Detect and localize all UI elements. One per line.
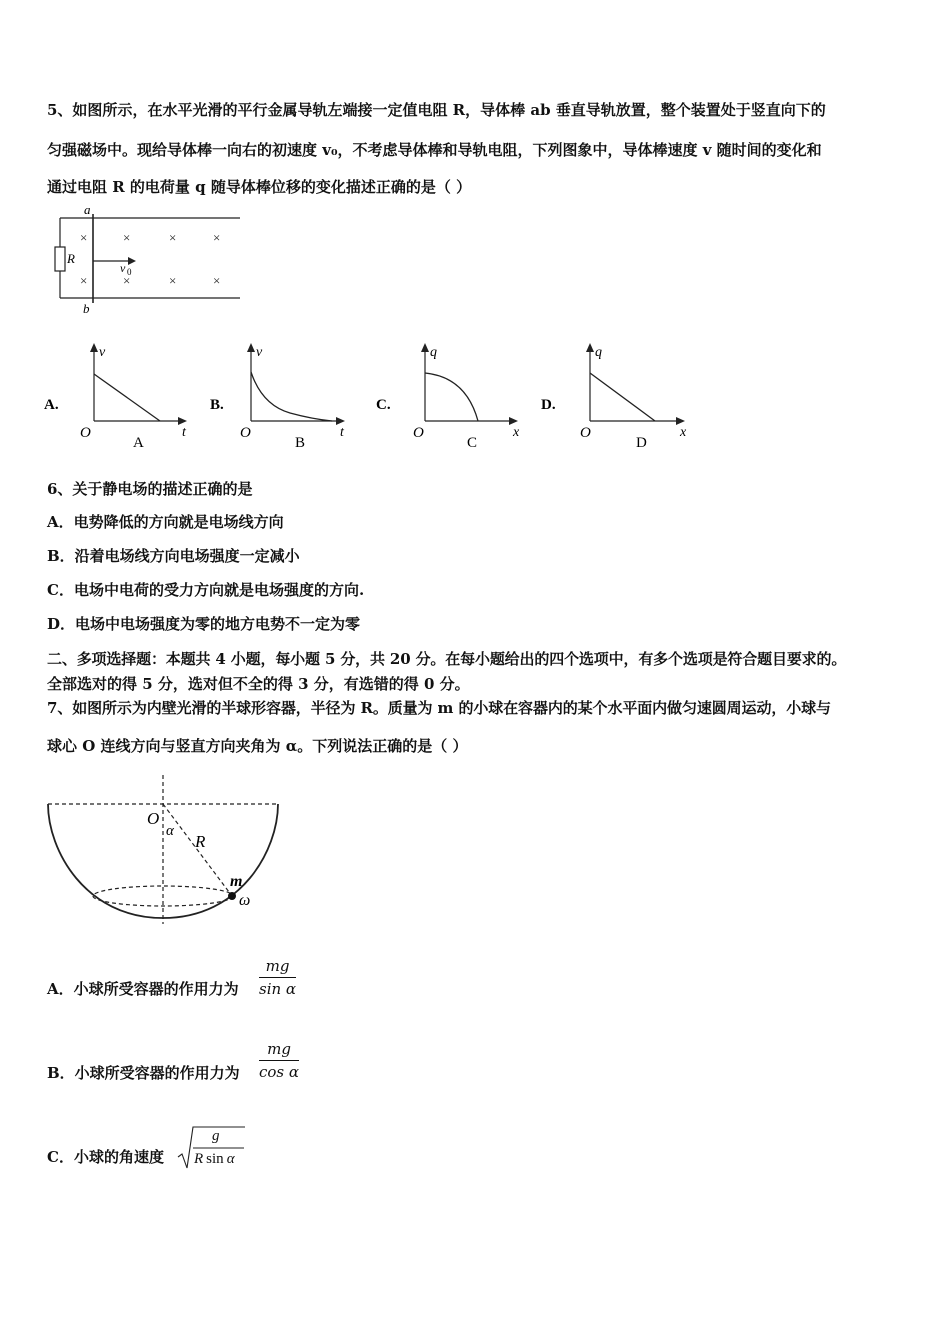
graph-b-origin: O: [240, 425, 251, 441]
fraction-denominator: sin α: [259, 980, 297, 998]
label-R: R: [67, 251, 75, 266]
graph-d-line: [590, 373, 655, 421]
field-cross: ×: [123, 230, 131, 245]
fig-label-alpha: α: [166, 823, 174, 839]
graph-c-curve: [425, 373, 478, 421]
optC-den-R: R: [194, 1151, 204, 1167]
graph-d-caption: D: [636, 435, 647, 451]
graph-a-caption: A: [133, 435, 144, 451]
q6-option-d: D．电场中电场强度为零的地方电势不一定为零: [47, 615, 361, 633]
graph-c-ylabel: q: [430, 345, 437, 360]
graph-b-curve: [251, 372, 332, 421]
graph-c: [376, 343, 520, 451]
label-v0-sub: 0: [127, 267, 132, 277]
graph-d-origin: O: [580, 425, 591, 441]
graph-b-xlabel: t: [340, 425, 344, 440]
graph-a-ylabel: v: [99, 345, 106, 360]
graph-a-xlabel: t: [182, 425, 186, 440]
field-cross: ×: [80, 273, 88, 288]
q7-option-c: C．小球的角速度: [47, 1148, 164, 1166]
q6-option-a: A．电势降低的方向就是电场线方向: [47, 513, 284, 531]
fraction-numerator: mg: [259, 957, 296, 978]
fig-label-m: m: [230, 873, 243, 890]
label-a: a: [84, 202, 91, 217]
field-cross: ×: [169, 273, 177, 288]
graph-a: [44, 343, 187, 451]
optC-numerator: g: [212, 1128, 220, 1144]
q6-stem: 6、关于静电场的描述正确的是: [47, 480, 253, 498]
field-cross: ×: [169, 230, 177, 245]
q7-stem-line1: 7、如图所示为内壁光滑的半球形容器，半径为 R。质量为 m 的小球在容器内的某个水平面内做匀速圆周运动，小球与: [47, 699, 831, 717]
graph-b-ylabel: v: [256, 345, 263, 360]
optC-denominator: [194, 1151, 235, 1168]
q6-option-b: B．沿着电场线方向电场强度一定减小: [47, 547, 300, 565]
graph-c-xlabel: x: [513, 425, 520, 440]
graph-c-option: C.: [376, 397, 391, 413]
q7-option-b-fraction: [259, 1040, 299, 1081]
graph-d-option: D.: [541, 397, 556, 413]
optC-den-fn: sin: [206, 1151, 224, 1167]
q7-option-b: B．小球所受容器的作用力为: [47, 1064, 240, 1082]
fig-label-omega: ω: [239, 892, 251, 909]
q5-stem-line1: 5、如图所示，在水平光滑的平行金属导轨左端接一定值电阻 R，导体棒 ab 垂直导轨放置，整个装置处于竖直向下的: [47, 101, 826, 119]
fig-label-R: R: [195, 832, 206, 851]
q5-stem-line3: 通过电阻 R 的电荷量 q 随导体棒位移的变化描述正确的是（ ）: [47, 178, 472, 196]
graph-c-caption: C: [467, 435, 478, 451]
graph-a-line: [94, 374, 160, 421]
graph-b-option: B.: [210, 397, 224, 413]
q7-hemisphere-figure: [48, 775, 278, 924]
q7-option-a-fraction: [259, 957, 296, 998]
graph-a-option: A.: [44, 397, 59, 413]
graph-d-xlabel: x: [680, 425, 687, 440]
fig-label-O: O: [147, 809, 160, 828]
graph-d: [541, 343, 687, 451]
field-cross: ×: [213, 273, 221, 288]
label-v0: v: [120, 261, 126, 275]
q7-option-a: A．小球所受容器的作用力为: [47, 980, 239, 998]
q5-stem-line2: 匀强磁场中。现给导体棒一向右的初速度 v₀，不考虑导体棒和导轨电阻，下列图象中，导体棒速度 v 随时间的变化和: [47, 141, 822, 159]
section2-line1: 二、多项选择题：本题共 4 小题，每小题 5 分，共 20 分。在每小题给出的四个选项中，有多个选项是符合题目要求的。: [47, 650, 847, 668]
field-cross: ×: [80, 230, 88, 245]
graph-b: [210, 343, 345, 451]
fraction-denominator: cos α: [259, 1063, 300, 1081]
graph-a-origin: O: [80, 425, 91, 441]
field-cross: ×: [123, 273, 131, 288]
section2-line2: 全部选对的得 5 分，选对但不全的得 3 分，有选错的得 0 分。: [47, 675, 470, 693]
graph-b-caption: B: [295, 435, 306, 451]
graph-c-origin: O: [413, 425, 424, 441]
label-b: b: [83, 301, 90, 316]
optC-den-alpha: α: [226, 1151, 235, 1167]
fraction-numerator: mg: [259, 1040, 299, 1061]
field-cross: ×: [213, 230, 221, 245]
graph-d-ylabel: q: [595, 345, 602, 360]
q6-option-c: C．电场中电荷的受力方向就是电场强度的方向.: [47, 581, 365, 599]
q7-stem-line2: 球心 O 连线方向与竖直方向夹角为 α。下列说法正确的是（ ）: [47, 737, 468, 755]
